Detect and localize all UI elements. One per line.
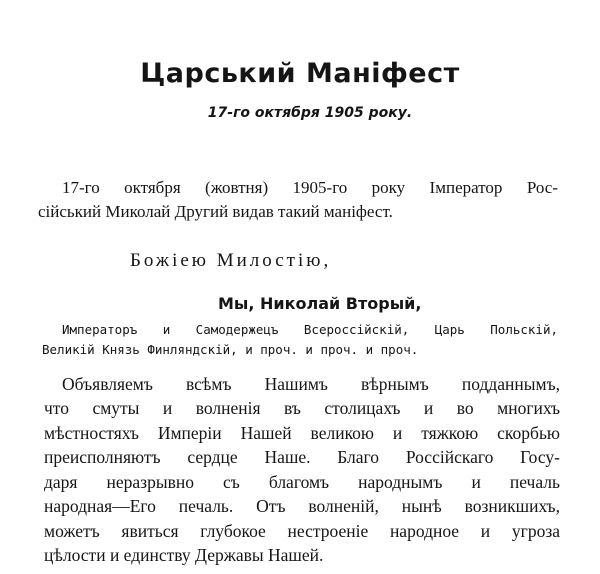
document-date: 17-го октября 1905 року.	[207, 105, 413, 121]
body-line: народная—Его печаль. Отъ волненій, нынѣ возникшихъ,	[44, 496, 560, 516]
titles-line: Императоръ и Самодержецъ Всероссійскій, Царь Польскій,	[62, 322, 558, 337]
body-line: мѣстностяхъ Имперіи Нашей великою и тяжкою скорбью	[44, 423, 560, 443]
body-line: цѣлости и единству Державы Нашей.	[44, 545, 324, 565]
salutation: Божіею Милостію,	[130, 250, 332, 271]
body-line: Объявляемъ всѣмъ Нашимъ вѣрнымъ подданнымъ,	[62, 374, 560, 394]
intro-line: 17-го октября (жовтня) 1905-го року Імператор Рос-	[62, 178, 558, 197]
body-line: даря неразрывно съ благомъ народнымъ и печаль	[44, 472, 560, 492]
sovereign-name: Мы, Николай Вторый,	[218, 294, 422, 313]
titles-line: Великій Князь Финляндскій, и проч. и проч. и проч.	[42, 342, 419, 357]
body-line: можетъ явиться глубокое нестроеніе народное и угроза	[44, 521, 560, 541]
document-title: Царський Маніфест	[140, 58, 460, 89]
body-line: преисполняютъ сердце Наше. Благо Россійскаго Госу-	[44, 447, 560, 467]
body-line: что смуты и волненія въ столицахъ и во многихъ	[44, 398, 560, 418]
intro-line: сійський Миколай Другий видав такий маніфест.	[38, 202, 393, 221]
